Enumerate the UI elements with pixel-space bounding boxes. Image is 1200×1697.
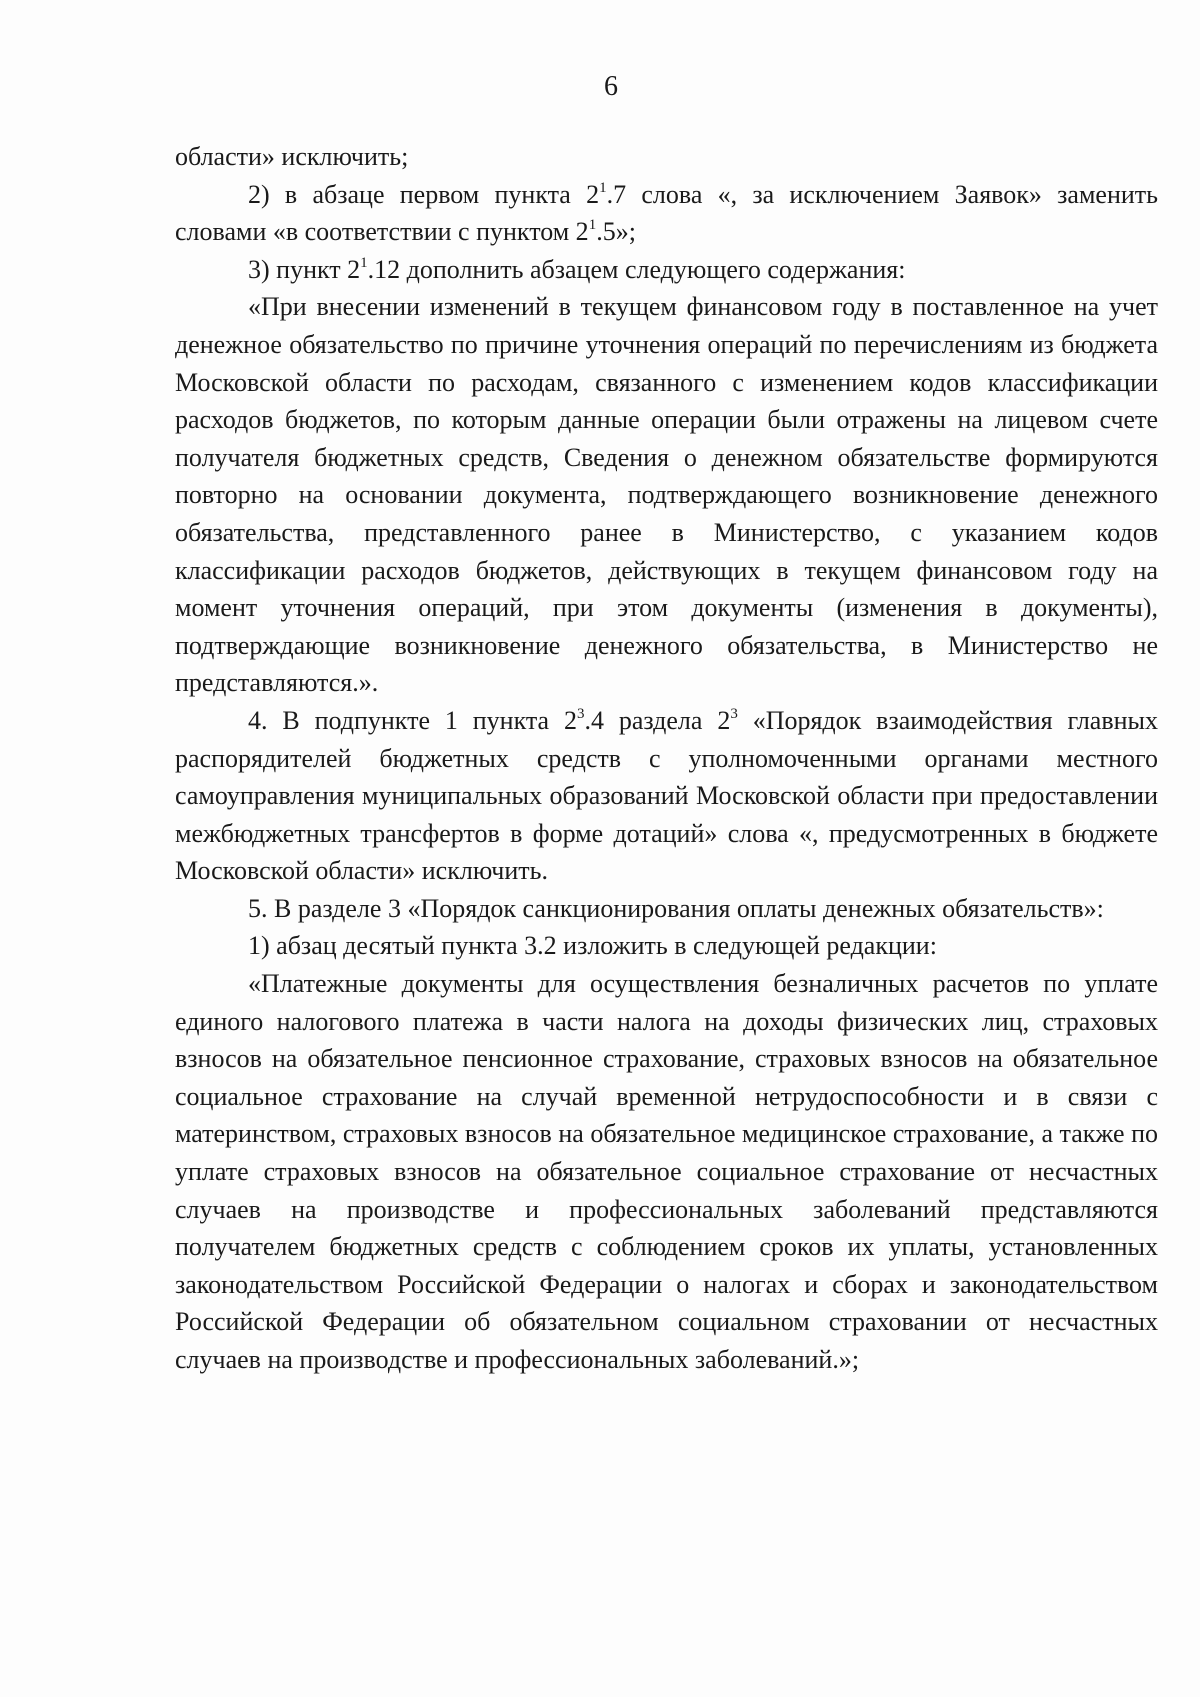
paragraph-text: .7 слова «, за исключением Заявок» заменить словами «в соответствии с пунктом 2 (175, 179, 1158, 247)
superscript: 3 (730, 705, 738, 722)
paragraph-text: области» исключить; (175, 142, 409, 171)
paragraph (175, 138, 1158, 176)
paragraph (175, 176, 1158, 251)
paragraph-text: 4. В подпункте 1 пункта 2 (248, 705, 577, 735)
paragraph-text: «Порядок взаимодействия главных распорядителей бюджетных средств с уполномоченными органами местного самоуправления муниципальных образований Московской области при предоставлении межбюджетных трансфертов в форме дотаций» слова «, предусмотренных в бюджете Московской области» исключить. (175, 705, 1158, 886)
superscript: 1 (360, 254, 368, 271)
paragraph-text: 2) в абзаце первом пункта 2 (248, 179, 600, 209)
paragraph-text: «Платежные документы для осуществления безналичных расчетов по уплате единого налогового платежа в части налога на доходы физических лиц, страховых взносов на обязательное пенсионное страхование, страховых взносов на обязательное социальное страхование на случай временной нетрудоспособности и в связи с материнством, страховых взносов на обязательное медицинское страхование, а также по уплате страховых взносов на обязательное социальное страхование от несчастных случаев на производстве и профессиональных заболеваний представляются получателем бюджетных средств с соблюдением сроков их уплаты, установленных законодательством Российской Федерации о налогах и сборах и законодательством Российской Федерации об обязательном социальном страховании от несчастных случаев на производстве и профессиональных заболеваний.»; (175, 969, 1158, 1374)
paragraph-text: 3) пункт 2 (248, 254, 361, 284)
superscript: 3 (576, 705, 585, 722)
paragraph-text: 5. В разделе 3 «Порядок санкционирования оплаты денежных обязательств»: (248, 893, 1104, 923)
paragraph (175, 965, 1158, 1379)
paragraph-text: .4 раздела 2 (584, 705, 731, 735)
paragraph-text: «При внесении изменений в текущем финансовом году в поставленное на учет денежное обязательство по причине уточнения операций по перечислениям из бюджета Московской области по расходам, связанного с изменением кодов классификации расходов бюджетов, по которым данные операции были отражены на лицевом счете получателя бюджетных средств, Сведения о денежном обязательстве формируются повторно на основании документа, подтверждающего возникновение денежного обязательства, представленного ранее в Министерство, с указанием кодов классификации расходов бюджетов, действующих в текущем финансовом году на момент уточнения операций, при этом документы (изменения в документы), подтверждающие возникновение денежного обязательства, в Министерство не представляются.». (175, 292, 1158, 698)
paragraph (175, 702, 1158, 890)
page-number: 6 (604, 71, 618, 102)
superscript: 1 (588, 217, 597, 234)
paragraph (175, 288, 1158, 702)
document-body (175, 138, 1158, 1379)
paragraph (175, 251, 1158, 289)
paragraph-text: .5»; (596, 217, 636, 247)
paragraph-text: 1) абзац десятый пункта 3.2 изложить в следующей редакции: (248, 931, 937, 961)
paragraph-text: .12 дополнить абзацем следующего содержания: (367, 254, 906, 284)
superscript: 1 (599, 179, 607, 196)
paragraph (175, 927, 1158, 965)
paragraph (175, 890, 1158, 928)
